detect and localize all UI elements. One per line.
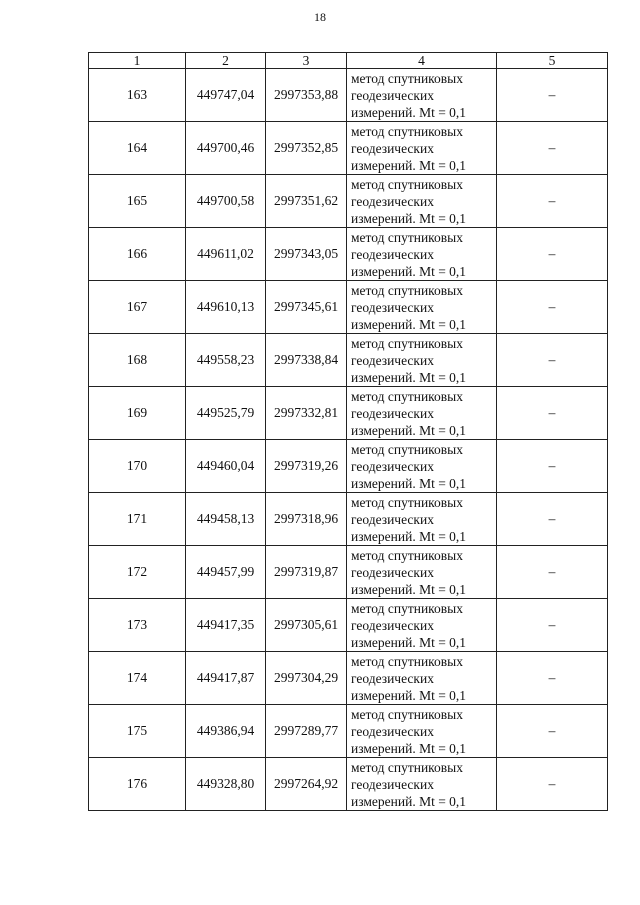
note-cell: – xyxy=(497,440,608,493)
table-row xyxy=(89,652,608,705)
method-line: измерений. Mt = 0,1 xyxy=(351,687,467,703)
method-line: метод спутниковых xyxy=(351,706,463,722)
note-cell: – xyxy=(497,175,608,228)
page-number: 18 xyxy=(314,10,326,24)
method-line: метод спутниковых xyxy=(351,759,463,775)
method-cell xyxy=(347,493,497,546)
method-cell xyxy=(347,122,497,175)
method-line: геодезических xyxy=(351,299,434,315)
y-coordinate-cell: 2997305,61 xyxy=(266,599,347,652)
method-line: геодезических xyxy=(351,776,434,792)
method-cell xyxy=(347,705,497,758)
x-coordinate-cell: 449417,87 xyxy=(186,652,266,705)
method-line: измерений. Mt = 0,1 xyxy=(351,263,467,279)
x-coordinate-cell: 449460,04 xyxy=(186,440,266,493)
method-line: метод спутниковых xyxy=(351,229,463,245)
table-row xyxy=(89,546,608,599)
method-line: измерений. Mt = 0,1 xyxy=(351,157,467,173)
y-coordinate-cell: 2997343,05 xyxy=(266,228,347,281)
point-number-cell: 168 xyxy=(89,334,186,387)
method-line: измерений. Mt = 0,1 xyxy=(351,104,467,120)
table-row xyxy=(89,705,608,758)
y-coordinate-cell: 2997332,81 xyxy=(266,387,347,440)
method-line: метод спутниковых xyxy=(351,653,463,669)
header-col-2: 2 xyxy=(186,53,266,69)
table-row xyxy=(89,69,608,122)
x-coordinate-cell: 449328,80 xyxy=(186,758,266,811)
method-cell xyxy=(347,175,497,228)
table-row xyxy=(89,175,608,228)
method-cell xyxy=(347,334,497,387)
note-cell: – xyxy=(497,546,608,599)
y-coordinate-cell: 2997319,26 xyxy=(266,440,347,493)
note-cell: – xyxy=(497,122,608,175)
x-coordinate-cell: 449417,35 xyxy=(186,599,266,652)
x-coordinate-cell: 449610,13 xyxy=(186,281,266,334)
method-cell xyxy=(347,546,497,599)
x-coordinate-cell: 449458,13 xyxy=(186,493,266,546)
x-coordinate-cell: 449525,79 xyxy=(186,387,266,440)
method-line: геодезических xyxy=(351,670,434,686)
y-coordinate-cell: 2997318,96 xyxy=(266,493,347,546)
method-cell xyxy=(347,758,497,811)
method-line: измерений. Mt = 0,1 xyxy=(351,634,467,650)
header-col-1: 1 xyxy=(89,53,186,69)
method-line: геодезических xyxy=(351,246,434,262)
point-number-cell: 170 xyxy=(89,440,186,493)
y-coordinate-cell: 2997264,92 xyxy=(266,758,347,811)
note-cell: – xyxy=(497,705,608,758)
method-cell xyxy=(347,387,497,440)
table-row xyxy=(89,440,608,493)
table-row xyxy=(89,122,608,175)
method-cell xyxy=(347,281,497,334)
method-line: метод спутниковых xyxy=(351,547,463,563)
x-coordinate-cell: 449386,94 xyxy=(186,705,266,758)
x-coordinate-cell: 449747,04 xyxy=(186,69,266,122)
method-cell xyxy=(347,652,497,705)
note-cell: – xyxy=(497,599,608,652)
point-number-cell: 166 xyxy=(89,228,186,281)
note-cell: – xyxy=(497,652,608,705)
method-cell xyxy=(347,440,497,493)
point-number-cell: 167 xyxy=(89,281,186,334)
y-coordinate-cell: 2997319,87 xyxy=(266,546,347,599)
point-number-cell: 172 xyxy=(89,546,186,599)
method-line: измерений. Mt = 0,1 xyxy=(351,210,467,226)
note-cell: – xyxy=(497,758,608,811)
table-row xyxy=(89,758,608,811)
point-number-cell: 169 xyxy=(89,387,186,440)
method-line: геодезических xyxy=(351,193,434,209)
method-line: измерений. Mt = 0,1 xyxy=(351,422,467,438)
note-cell: – xyxy=(497,69,608,122)
method-line: геодезических xyxy=(351,511,434,527)
method-line: измерений. Mt = 0,1 xyxy=(351,369,467,385)
table-row xyxy=(89,493,608,546)
point-number-cell: 171 xyxy=(89,493,186,546)
method-line: геодезических xyxy=(351,405,434,421)
table-row xyxy=(89,599,608,652)
method-line: измерений. Mt = 0,1 xyxy=(351,528,467,544)
method-line: метод спутниковых xyxy=(351,123,463,139)
point-number-cell: 164 xyxy=(89,122,186,175)
y-coordinate-cell: 2997289,77 xyxy=(266,705,347,758)
table-row xyxy=(89,281,608,334)
x-coordinate-cell: 449611,02 xyxy=(186,228,266,281)
note-cell: – xyxy=(497,493,608,546)
method-line: метод спутниковых xyxy=(351,282,463,298)
x-coordinate-cell: 449558,23 xyxy=(186,334,266,387)
y-coordinate-cell: 2997304,29 xyxy=(266,652,347,705)
point-number-cell: 163 xyxy=(89,69,186,122)
header-row xyxy=(89,53,608,69)
y-coordinate-cell: 2997351,62 xyxy=(266,175,347,228)
method-line: метод спутниковых xyxy=(351,441,463,457)
y-coordinate-cell: 2997353,88 xyxy=(266,69,347,122)
method-line: геодезических xyxy=(351,617,434,633)
table-row xyxy=(89,228,608,281)
header-col-3: 3 xyxy=(266,53,347,69)
method-line: геодезических xyxy=(351,140,434,156)
y-coordinate-cell: 2997345,61 xyxy=(266,281,347,334)
method-line: метод спутниковых xyxy=(351,335,463,351)
coordinates-table xyxy=(88,52,608,811)
note-cell: – xyxy=(497,281,608,334)
method-line: измерений. Mt = 0,1 xyxy=(351,475,467,491)
y-coordinate-cell: 2997338,84 xyxy=(266,334,347,387)
note-cell: – xyxy=(497,334,608,387)
method-line: измерений. Mt = 0,1 xyxy=(351,581,467,597)
method-line: метод спутниковых xyxy=(351,176,463,192)
method-line: геодезических xyxy=(351,564,434,580)
method-cell xyxy=(347,599,497,652)
point-number-cell: 176 xyxy=(89,758,186,811)
point-number-cell: 175 xyxy=(89,705,186,758)
method-line: метод спутниковых xyxy=(351,70,463,86)
point-number-cell: 165 xyxy=(89,175,186,228)
header-col-5: 5 xyxy=(497,53,608,69)
x-coordinate-cell: 449700,46 xyxy=(186,122,266,175)
method-line: метод спутниковых xyxy=(351,494,463,510)
method-line: геодезических xyxy=(351,458,434,474)
note-cell: – xyxy=(497,387,608,440)
method-line: геодезических xyxy=(351,723,434,739)
method-line: геодезических xyxy=(351,87,434,103)
x-coordinate-cell: 449700,58 xyxy=(186,175,266,228)
method-cell xyxy=(347,228,497,281)
x-coordinate-cell: 449457,99 xyxy=(186,546,266,599)
y-coordinate-cell: 2997352,85 xyxy=(266,122,347,175)
method-line: геодезических xyxy=(351,352,434,368)
table-row xyxy=(89,334,608,387)
method-line: измерений. Mt = 0,1 xyxy=(351,793,467,809)
point-number-cell: 173 xyxy=(89,599,186,652)
point-number-cell: 174 xyxy=(89,652,186,705)
method-line: метод спутниковых xyxy=(351,600,463,616)
method-cell xyxy=(347,69,497,122)
header-col-4: 4 xyxy=(347,53,497,69)
method-line: измерений. Mt = 0,1 xyxy=(351,740,467,756)
note-cell: – xyxy=(497,228,608,281)
method-line: измерений. Mt = 0,1 xyxy=(351,316,467,332)
method-line: метод спутниковых xyxy=(351,388,463,404)
table-row xyxy=(89,387,608,440)
